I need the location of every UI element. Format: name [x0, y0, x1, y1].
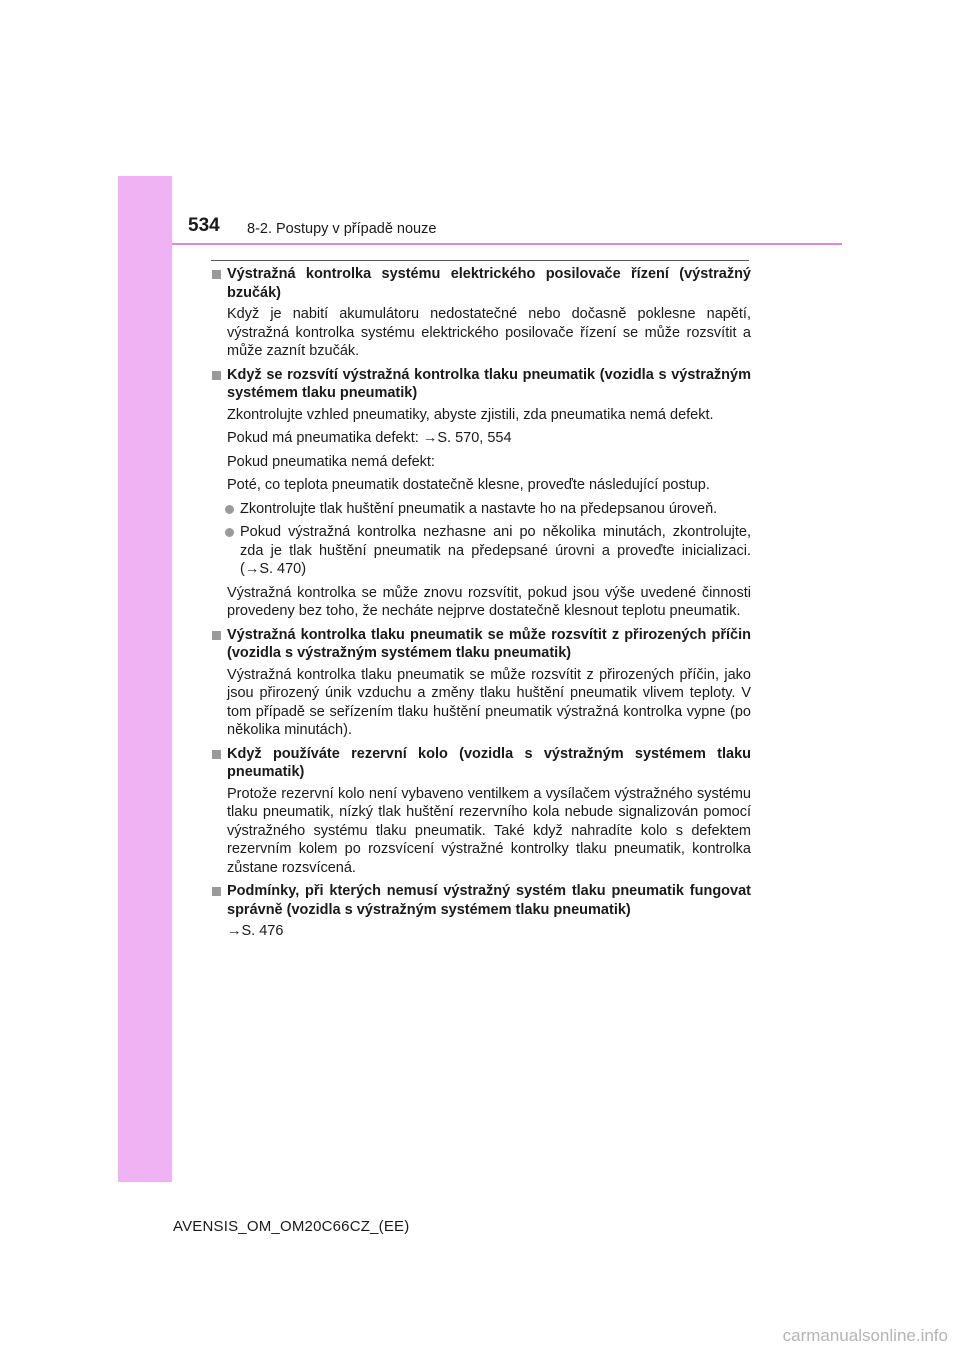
section-tab-band — [118, 176, 172, 1182]
paragraph-text: →S. 476 — [227, 923, 284, 939]
square-bullet-icon — [212, 750, 221, 759]
manual-section — [211, 626, 751, 740]
square-bullet-icon — [212, 887, 221, 896]
manual-content — [211, 265, 751, 946]
paragraph-text: Zkontrolujte tlak huštění pneumatik a nastavte ho na předepsanou úroveň. — [240, 500, 718, 517]
circle-bullet-icon — [225, 528, 234, 537]
paragraph-text: Výstražná kontrolka se může znovu rozsvítit, pokud jsou výše uvedené činnosti provedeny bez toho, že necháte nejprve dostatečně klesnout teplotu pneumatik. — [227, 584, 751, 619]
paragraph-text: Zkontrolujte vzhled pneumatiky, abyste zjistili, zda pneumatika nemá defekt. — [227, 406, 714, 423]
paragraph-text: Pokud výstražná kontrolka nezhasne ani po několika minutách, zkontrolujte, zda je tlak huštění pneumatik na předepsané úrovni a proveďte inicializaci. (→S. 470) — [240, 524, 751, 577]
paragraph — [211, 476, 751, 495]
section-heading-text: Výstražná kontrolka systému elektrického posilovače řízení (výstražný bzučák) — [227, 266, 751, 301]
paragraph — [211, 406, 751, 425]
page-number: 534 — [188, 215, 220, 236]
document-code: AVENSIS_OM_OM20C66CZ_(EE) — [173, 1218, 410, 1235]
section-heading-text: Když používáte rezervní kolo (vozidla s výstražným systémem tlaku pneumatik) — [227, 745, 751, 780]
section-heading-text: Když se rozsvítí výstražná kontrolka tlaku pneumatik (vozidla s výstražným systémem tlaku pneumatik) — [227, 366, 751, 401]
paragraph — [211, 305, 751, 361]
section-title: 8-2. Postupy v případě nouze — [247, 221, 437, 237]
content-rule — [211, 260, 749, 261]
section-heading-text: Podmínky, při kterých nemusí výstražný systém tlaku pneumatik fungovat správně (vozidla s výstražným systémem tlaku pneumatik) — [227, 883, 751, 918]
watermark-text: carmanualsonline.info — [782, 1326, 948, 1345]
list-item — [211, 500, 751, 519]
section-heading — [211, 265, 751, 302]
paragraph — [211, 453, 751, 472]
header-rule — [172, 243, 842, 245]
paragraph-text: Když je nabití akumulátoru nedostatečné nebo dočasně poklesne napětí, výstražná kontrolka systému elektrického posilovače řízení se může rozsvítit a může zaznít bzučák. — [227, 306, 751, 359]
section-heading-text: Výstražná kontrolka tlaku pneumatik se může rozsvítit z přirozených příčin (vozidla s výstražným systémem tlaku pneumatik) — [227, 626, 751, 661]
paragraph — [211, 584, 751, 621]
paragraph — [211, 785, 751, 878]
manual-section — [211, 366, 751, 621]
paragraph-text: Protože rezervní kolo není vybaveno ventilkem a vysílačem výstražného systému tlaku pneumatik, nízký tlak huštění rezervního kola nebude signalizován pomocí výstražného systému tlaku pneumatik. Také když nahradíte kolo s defektem rezervním kolem po rozsvícení výstražné kontrolky tlaku pneumatik, kontrolka zůstane rozsvícená. — [227, 785, 751, 876]
list-item — [211, 523, 751, 579]
paragraph — [211, 429, 751, 448]
square-bullet-icon — [212, 371, 221, 380]
paragraph-text: Pokud má pneumatika defekt: →S. 570, 554 — [227, 430, 512, 446]
square-bullet-icon — [212, 631, 221, 640]
manual-section — [211, 745, 751, 878]
manual-section — [211, 882, 751, 941]
paragraph — [211, 922, 751, 941]
circle-bullet-icon — [225, 505, 234, 514]
manual-section — [211, 265, 751, 361]
section-heading — [211, 882, 751, 919]
section-heading — [211, 366, 751, 403]
section-heading — [211, 626, 751, 663]
paragraph — [211, 666, 751, 740]
paragraph-text: Pokud pneumatika nemá defekt: — [227, 453, 435, 470]
section-heading — [211, 745, 751, 782]
paragraph-text: Výstražná kontrolka tlaku pneumatik se může rozsvítit z přirozených příčin, jako jsou přirozený únik vzduchu a změny tlaku huštění pneumatik vlivem teploty. V tom případě se seřízením tlaku huštění pneumatik výstražná kontrolka vypne (po několika minutách). — [227, 666, 751, 738]
square-bullet-icon — [212, 270, 221, 279]
paragraph-text: Poté, co teplota pneumatik dostatečně klesne, proveďte následující postup. — [227, 477, 710, 493]
